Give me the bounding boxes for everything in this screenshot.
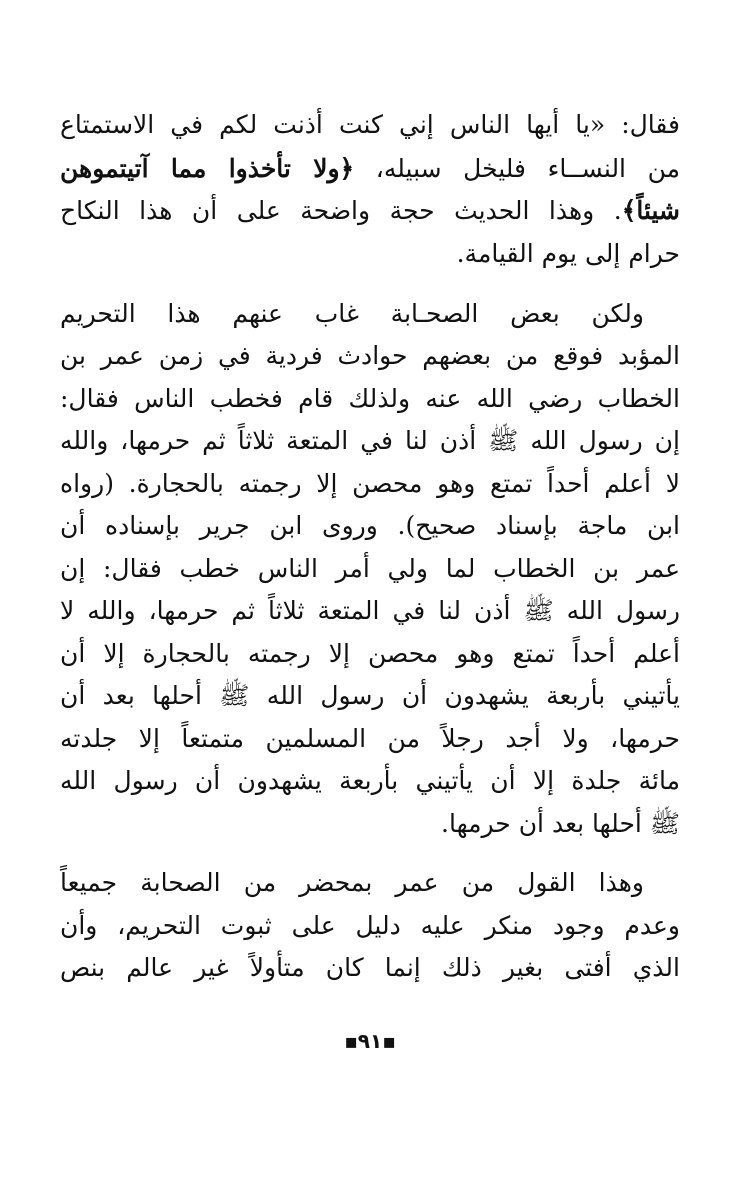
book-page — [60, 0, 680, 1198]
text-line: ابن ماجة بإسناد صحيح). وروى ابن جرير بإسناده أن — [60, 511, 680, 540]
text-line: حرام إلى يوم القيامة. — [456, 239, 680, 268]
text-line: رسول الله ﷺ أذن لنا في المتعة ثلاثاً ثم حرمها، والله لا — [60, 596, 680, 625]
quran-quote: شيئاً﴾ — [621, 196, 680, 225]
text-line: الذي أفتى بغير ذلك إنما كان متأولاً غير عالم بنص — [60, 953, 680, 982]
text-line: المؤبد فوقع من بعضهم حوادث فردية في زمن عمر بن — [60, 341, 680, 370]
text-line: وعدم وجود منكر عليه دليل على ثبوت التحريم، وأن — [60, 911, 680, 940]
text-segment: . وهذا الحديث حجة واضحة على أن هذا النكاح — [60, 196, 622, 225]
text-line — [60, 148, 680, 190]
page-number: ▪٩١▪ — [344, 1029, 396, 1053]
text-line: مائة جلدة إلا أن يأتيني بأربعة يشهدون أن رسول الله — [60, 766, 680, 795]
text-line: ولكن بعض الصحـابة غاب عنهم هذا التحريم — [60, 299, 644, 328]
text-segment: من النســاء فليخل سبيله، — [354, 154, 681, 183]
text-line — [60, 190, 680, 232]
text-line: إن رسول الله ﷺ أذن لنا في المتعة ثلاثاً ثم حرمها، والله — [60, 426, 680, 455]
text-line: الخطاب رضي الله عنه ولذلك قام فخطب الناس فقال: — [60, 384, 680, 413]
text-line: ﷺ أحلها بعد أن حرمها. — [441, 809, 680, 838]
text-line: حرمها، ولا أجد رجلاً من المسلمين متمتعاً إلا جلدته — [60, 724, 680, 753]
text-line: أعلم أحداً تمتع وهو محصن إلا رجمته بالحجارة إلا أن — [60, 639, 680, 668]
text-line: فقال: «يا أيها الناس إني كنت أذنت لكم في الاستمتاع — [60, 110, 680, 139]
text-line: لا أعلم أحداً تمتع وهو محصن إلا رجمته بالحجارة. (رواه — [60, 469, 680, 498]
text-line: يأتيني بأربعة يشهدون أن رسول الله ﷺ أحلها بعد أن — [60, 681, 680, 710]
quran-quote: ﴿ولا تأخذوا مما آتيتموهن — [60, 154, 355, 183]
text-line: عمر بن الخطاب لما ولي أمر الناس خطب فقال: إن — [60, 554, 680, 583]
text-line: وهذا القول من عمر بمحضر من الصحابة جميعاً — [60, 868, 644, 897]
